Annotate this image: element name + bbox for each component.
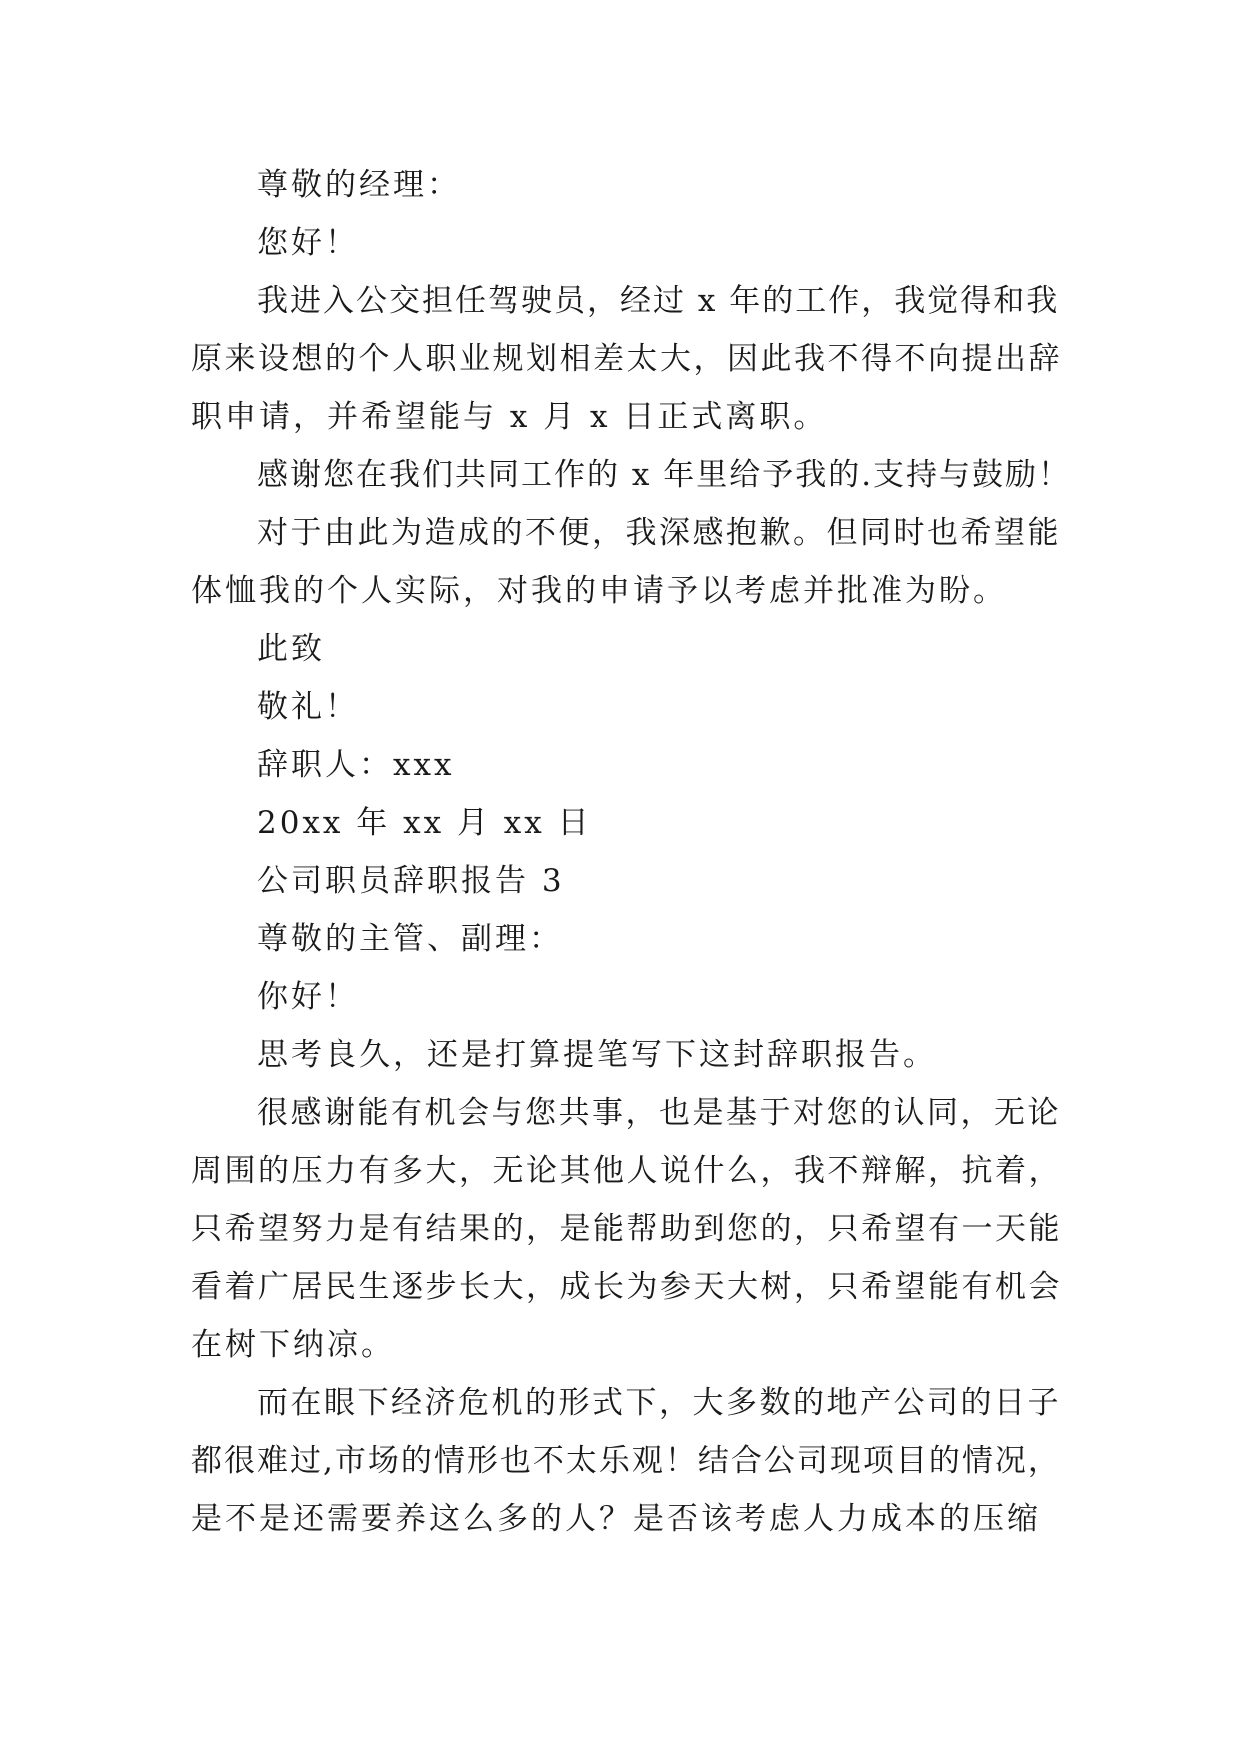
document-body [191, 156, 1071, 1548]
text-line: 尊敬的主管、副理： [257, 921, 563, 957]
text-line: 感谢您在我们共同工作的 x 年里给予我的.支持与鼓励！ [257, 457, 1072, 493]
text-line: 公司职员辞职报告 3 [257, 863, 565, 899]
text-line: 而在眼下经济危机的形式下，大多数的地产公司的日子 [257, 1385, 1061, 1421]
text-line: 敬礼！ [257, 689, 359, 725]
text-line: 思考良久，还是打算提笔写下这封辞职报告。 [257, 1037, 937, 1073]
text-line: 体恤我的个人实际，对我的申请予以考虑并批准为盼。 [191, 573, 1007, 609]
text-line: 周围的压力有多大，无论其他人说什么，我不辩解，抗着， [191, 1153, 1062, 1189]
text-line: 辞职人：xxx [257, 747, 455, 783]
text-line: 你好！ [257, 979, 359, 1015]
text-line: 在树下纳凉。 [191, 1327, 395, 1363]
text-line: 都很难过,市场的情形也不太乐观！结合公司现项目的情况， [191, 1443, 1061, 1479]
text-line: 只希望努力是有结果的，是能帮助到您的，只希望有一天能 [191, 1211, 1062, 1247]
text-line: 职申请，并希望能与 x 月 x 日正式离职。 [191, 399, 828, 435]
text-line: 是不是还需要养这么多的人？是否该考虑人力成本的压缩 [191, 1501, 1041, 1537]
text-line: 很感谢能有机会与您共事，也是基于对您的认同，无论 [257, 1095, 1061, 1131]
text-line: 看着广居民生逐步长大，成长为参天大树，只希望能有机会 [191, 1269, 1062, 1305]
text-line: 您好！ [257, 225, 359, 261]
text-line: 20xx 年 xx 月 xx 日 [257, 805, 592, 841]
text-line: 此致 [257, 631, 325, 667]
text-line: 我进入公交担任驾驶员，经过 x 年的工作，我觉得和我 [257, 283, 1060, 319]
text-line: 对于由此为造成的不便，我深感抱歉。但同时也希望能 [257, 515, 1061, 551]
text-line: 原来设想的个人职业规划相差太大，因此我不得不向提出辞 [191, 341, 1062, 377]
text-line: 尊敬的经理： [257, 167, 461, 203]
